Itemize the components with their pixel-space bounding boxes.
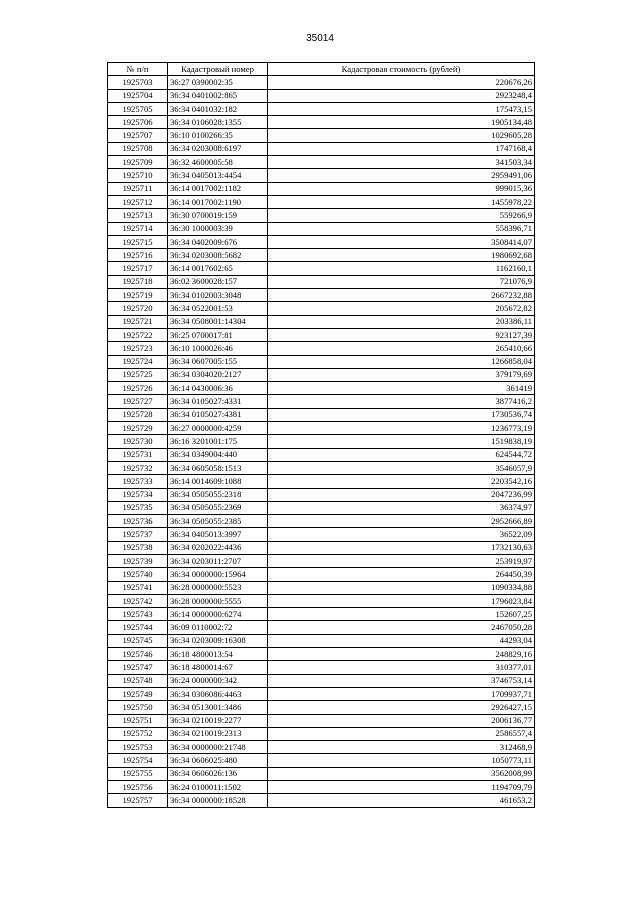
cadastral-value: 461653,2 xyxy=(268,794,535,807)
cadastral-value: 379179,69 xyxy=(268,368,535,381)
cadastral-number: 36:34 0606026:136 xyxy=(168,767,268,780)
cadastral-value: 203386,11 xyxy=(268,315,535,328)
table-row xyxy=(108,594,535,607)
table-row xyxy=(108,102,535,115)
cadastral-number: 36:34 0304020:2127 xyxy=(168,368,268,381)
table-row xyxy=(108,541,535,554)
table-row xyxy=(108,195,535,208)
row-index: 1925755 xyxy=(108,767,168,780)
cadastral-value-table xyxy=(107,62,535,808)
cadastral-value: 1796023,84 xyxy=(268,594,535,607)
cadastral-number: 36:14 0017602:65 xyxy=(168,262,268,275)
table-header-row xyxy=(108,63,535,76)
cadastral-number: 36:34 0203008:6197 xyxy=(168,142,268,155)
cadastral-value: 1709937,71 xyxy=(268,687,535,700)
cadastral-value: 624544,72 xyxy=(268,448,535,461)
table-row xyxy=(108,661,535,674)
table-row xyxy=(108,674,535,687)
cadastral-value: 2006136,77 xyxy=(268,714,535,727)
table-row xyxy=(108,315,535,328)
row-index: 1925737 xyxy=(108,528,168,541)
table-row xyxy=(108,794,535,807)
row-index: 1925722 xyxy=(108,328,168,341)
table-row xyxy=(108,727,535,740)
row-index: 1925730 xyxy=(108,435,168,448)
cadastral-number: 36:14 0017002:1190 xyxy=(168,195,268,208)
column-header-cadastral-value: Кадастровая стоимость (рублей) xyxy=(268,63,535,76)
cadastral-value: 175473,15 xyxy=(268,102,535,115)
row-index: 1925747 xyxy=(108,661,168,674)
row-index: 1925753 xyxy=(108,741,168,754)
cadastral-number: 36:34 0402009:676 xyxy=(168,235,268,248)
row-index: 1925744 xyxy=(108,621,168,634)
cadastral-number: 36:32 4600005:58 xyxy=(168,156,268,169)
table-row xyxy=(108,395,535,408)
table-row xyxy=(108,754,535,767)
cadastral-number: 36:34 0605058:1513 xyxy=(168,461,268,474)
row-index: 1925732 xyxy=(108,461,168,474)
cadastral-value: 1194709,79 xyxy=(268,781,535,794)
row-index: 1925742 xyxy=(108,594,168,607)
table-row xyxy=(108,501,535,514)
cadastral-number: 36:34 0106028:1355 xyxy=(168,116,268,129)
table-row xyxy=(108,648,535,661)
table-row xyxy=(108,355,535,368)
cadastral-number: 36:34 0210019:2277 xyxy=(168,714,268,727)
cadastral-value: 341503,34 xyxy=(268,156,535,169)
table-row xyxy=(108,448,535,461)
row-index: 1925724 xyxy=(108,355,168,368)
cadastral-number: 36:34 0607005:155 xyxy=(168,355,268,368)
row-index: 1925741 xyxy=(108,581,168,594)
row-index: 1925720 xyxy=(108,302,168,315)
cadastral-number: 36:34 0505055:2369 xyxy=(168,501,268,514)
row-index: 1925721 xyxy=(108,315,168,328)
row-index: 1925733 xyxy=(108,475,168,488)
table-row xyxy=(108,262,535,275)
cadastral-number: 36:14 0014609:1088 xyxy=(168,475,268,488)
cadastral-number: 36:34 0000000:15964 xyxy=(168,568,268,581)
cadastral-value: 1730536,74 xyxy=(268,408,535,421)
cadastral-number: 36:24 0000000:342 xyxy=(168,674,268,687)
table-row xyxy=(108,142,535,155)
row-index: 1925712 xyxy=(108,195,168,208)
row-index: 1925748 xyxy=(108,674,168,687)
cadastral-value: 310377,01 xyxy=(268,661,535,674)
table-row xyxy=(108,741,535,754)
cadastral-value: 36522,09 xyxy=(268,528,535,541)
cadastral-number: 36:18 4800014:67 xyxy=(168,661,268,674)
row-index: 1925750 xyxy=(108,701,168,714)
cadastral-number: 36:34 0202022:4436 xyxy=(168,541,268,554)
table-row xyxy=(108,515,535,528)
row-index: 1925746 xyxy=(108,648,168,661)
table-row xyxy=(108,408,535,421)
table-row xyxy=(108,767,535,780)
cadastral-number: 36:14 0017002:1182 xyxy=(168,182,268,195)
table-row xyxy=(108,621,535,634)
cadastral-value: 1050773,11 xyxy=(268,754,535,767)
cadastral-value: 2952666,89 xyxy=(268,515,535,528)
cadastral-number: 36:34 0505055:2318 xyxy=(168,488,268,501)
table-row xyxy=(108,129,535,142)
cadastral-value: 3508414,07 xyxy=(268,235,535,248)
cadastral-number: 36:27 0390002:35 xyxy=(168,76,268,89)
row-index: 1925727 xyxy=(108,395,168,408)
row-index: 1925740 xyxy=(108,568,168,581)
cadastral-number: 36:34 0401002:865 xyxy=(168,89,268,102)
cadastral-value: 3877416,2 xyxy=(268,395,535,408)
cadastral-value: 1980692,68 xyxy=(268,249,535,262)
cadastral-value: 1455978,22 xyxy=(268,195,535,208)
cadastral-number: 36:34 0349004:440 xyxy=(168,448,268,461)
row-index: 1925743 xyxy=(108,608,168,621)
cadastral-number: 36:34 0203008:5682 xyxy=(168,249,268,262)
table-row xyxy=(108,368,535,381)
row-index: 1925707 xyxy=(108,129,168,142)
cadastral-number: 36:34 0210019:2313 xyxy=(168,727,268,740)
cadastral-value: 361419 xyxy=(268,382,535,395)
cadastral-value: 1905134,48 xyxy=(268,116,535,129)
row-index: 1925756 xyxy=(108,781,168,794)
table-row xyxy=(108,235,535,248)
cadastral-value: 1732130,63 xyxy=(268,541,535,554)
row-index: 1925723 xyxy=(108,342,168,355)
cadastral-number: 36:14 0000000:6274 xyxy=(168,608,268,621)
cadastral-number: 36:28 0000000:5523 xyxy=(168,581,268,594)
cadastral-value: 2047236,99 xyxy=(268,488,535,501)
column-header-index: № п/п xyxy=(108,63,168,76)
cadastral-number: 36:27 0000000:4259 xyxy=(168,422,268,435)
cadastral-value: 721076,9 xyxy=(268,275,535,288)
row-index: 1925713 xyxy=(108,209,168,222)
cadastral-number: 36:34 0102003:3048 xyxy=(168,289,268,302)
cadastral-number: 36:34 0203011:2707 xyxy=(168,554,268,567)
table-row xyxy=(108,634,535,647)
cadastral-value: 2467050,28 xyxy=(268,621,535,634)
row-index: 1925738 xyxy=(108,541,168,554)
cadastral-number: 36:10 1000026:46 xyxy=(168,342,268,355)
table-row xyxy=(108,222,535,235)
cadastral-number: 36:34 0513001:3486 xyxy=(168,701,268,714)
table-row xyxy=(108,475,535,488)
cadastral-number: 36:34 0203009:16308 xyxy=(168,634,268,647)
table-row xyxy=(108,89,535,102)
cadastral-number: 36:34 0606025:480 xyxy=(168,754,268,767)
cadastral-value: 3546057,9 xyxy=(268,461,535,474)
cadastral-number: 36:16 3201001:175 xyxy=(168,435,268,448)
cadastral-number: 36:34 0000000:18528 xyxy=(168,794,268,807)
cadastral-value: 558396,71 xyxy=(268,222,535,235)
table-row xyxy=(108,701,535,714)
table-row xyxy=(108,714,535,727)
row-index: 1925749 xyxy=(108,687,168,700)
table-row xyxy=(108,687,535,700)
row-index: 1925718 xyxy=(108,275,168,288)
cadastral-value: 2586557,4 xyxy=(268,727,535,740)
row-index: 1925726 xyxy=(108,382,168,395)
row-index: 1925709 xyxy=(108,156,168,169)
row-index: 1925739 xyxy=(108,554,168,567)
row-index: 1925734 xyxy=(108,488,168,501)
cadastral-value: 1029605,28 xyxy=(268,129,535,142)
column-header-cadastral-number: Кадастровый номер xyxy=(168,63,268,76)
cadastral-value: 248829,16 xyxy=(268,648,535,661)
cadastral-number: 36:02 3600028:157 xyxy=(168,275,268,288)
cadastral-number: 36:34 0508001:14304 xyxy=(168,315,268,328)
row-index: 1925705 xyxy=(108,102,168,115)
cadastral-value: 152607,25 xyxy=(268,608,535,621)
cadastral-number: 36:34 0105027:4331 xyxy=(168,395,268,408)
table-row xyxy=(108,249,535,262)
cadastral-number: 36:25 0700017:81 xyxy=(168,328,268,341)
row-index: 1925711 xyxy=(108,182,168,195)
cadastral-number: 36:34 0505055:2385 xyxy=(168,515,268,528)
row-index: 1925703 xyxy=(108,76,168,89)
cadastral-value: 2926427,15 xyxy=(268,701,535,714)
row-index: 1925719 xyxy=(108,289,168,302)
cadastral-number: 36:34 0000000:21748 xyxy=(168,741,268,754)
table-row xyxy=(108,275,535,288)
table-row xyxy=(108,209,535,222)
cadastral-value: 1236773,19 xyxy=(268,422,535,435)
row-index: 1925708 xyxy=(108,142,168,155)
table-row xyxy=(108,382,535,395)
table-row xyxy=(108,302,535,315)
table-row xyxy=(108,342,535,355)
table-row xyxy=(108,289,535,302)
cadastral-value: 1747168,4 xyxy=(268,142,535,155)
cadastral-value: 1519838,19 xyxy=(268,435,535,448)
cadastral-value: 2959491,06 xyxy=(268,169,535,182)
row-index: 1925706 xyxy=(108,116,168,129)
table-row xyxy=(108,422,535,435)
table-row xyxy=(108,156,535,169)
cadastral-number: 36:34 0522001:53 xyxy=(168,302,268,315)
table-row xyxy=(108,169,535,182)
row-index: 1925752 xyxy=(108,727,168,740)
row-index: 1925735 xyxy=(108,501,168,514)
cadastral-value: 559266,9 xyxy=(268,209,535,222)
row-index: 1925729 xyxy=(108,422,168,435)
cadastral-value: 253919,97 xyxy=(268,554,535,567)
cadastral-number: 36:34 0405013:4454 xyxy=(168,169,268,182)
table-row xyxy=(108,182,535,195)
table-row xyxy=(108,528,535,541)
table-row xyxy=(108,568,535,581)
row-index: 1925715 xyxy=(108,235,168,248)
table-row xyxy=(108,581,535,594)
cadastral-number: 36:30 0700019:159 xyxy=(168,209,268,222)
row-index: 1925728 xyxy=(108,408,168,421)
cadastral-value: 220676,26 xyxy=(268,76,535,89)
cadastral-value: 999015,36 xyxy=(268,182,535,195)
cadastral-number: 36:34 0306086:4463 xyxy=(168,687,268,700)
cadastral-number: 36:14 0430006:36 xyxy=(168,382,268,395)
cadastral-value: 44293,04 xyxy=(268,634,535,647)
cadastral-value: 1266858,04 xyxy=(268,355,535,368)
cadastral-value: 264450,39 xyxy=(268,568,535,581)
table-row xyxy=(108,76,535,89)
row-index: 1925751 xyxy=(108,714,168,727)
cadastral-number: 36:30 1000003:39 xyxy=(168,222,268,235)
cadastral-value: 312468,9 xyxy=(268,741,535,754)
cadastral-value: 265410,66 xyxy=(268,342,535,355)
row-index: 1925704 xyxy=(108,89,168,102)
cadastral-number: 36:34 0401032:182 xyxy=(168,102,268,115)
table-row xyxy=(108,116,535,129)
row-index: 1925717 xyxy=(108,262,168,275)
table-row xyxy=(108,488,535,501)
cadastral-value: 1090334,88 xyxy=(268,581,535,594)
table-row xyxy=(108,608,535,621)
cadastral-number: 36:28 0000000:5555 xyxy=(168,594,268,607)
cadastral-value: 205672,82 xyxy=(268,302,535,315)
cadastral-number: 36:24 0100011:1502 xyxy=(168,781,268,794)
cadastral-value: 3562008,99 xyxy=(268,767,535,780)
page-number: 35014 xyxy=(306,33,334,44)
row-index: 1925754 xyxy=(108,754,168,767)
row-index: 1925714 xyxy=(108,222,168,235)
row-index: 1925745 xyxy=(108,634,168,647)
cadastral-value: 1162160,1 xyxy=(268,262,535,275)
cadastral-value: 2923248,4 xyxy=(268,89,535,102)
table-row xyxy=(108,328,535,341)
cadastral-value: 923127,39 xyxy=(268,328,535,341)
row-index: 1925716 xyxy=(108,249,168,262)
row-index: 1925757 xyxy=(108,794,168,807)
cadastral-number: 36:34 0405013:3997 xyxy=(168,528,268,541)
cadastral-number: 36:34 0105027:4381 xyxy=(168,408,268,421)
table-row xyxy=(108,461,535,474)
table-row xyxy=(108,435,535,448)
cadastral-value: 36374,97 xyxy=(268,501,535,514)
row-index: 1925710 xyxy=(108,169,168,182)
row-index: 1925725 xyxy=(108,368,168,381)
cadastral-number: 36:09 0110002:72 xyxy=(168,621,268,634)
cadastral-value: 2667232,88 xyxy=(268,289,535,302)
row-index: 1925731 xyxy=(108,448,168,461)
cadastral-number: 36:18 4800013:54 xyxy=(168,648,268,661)
cadastral-number: 36:10 0100266:35 xyxy=(168,129,268,142)
cadastral-value: 3746753,14 xyxy=(268,674,535,687)
table-row xyxy=(108,781,535,794)
cadastral-value: 2203542,16 xyxy=(268,475,535,488)
table-row xyxy=(108,554,535,567)
row-index: 1925736 xyxy=(108,515,168,528)
